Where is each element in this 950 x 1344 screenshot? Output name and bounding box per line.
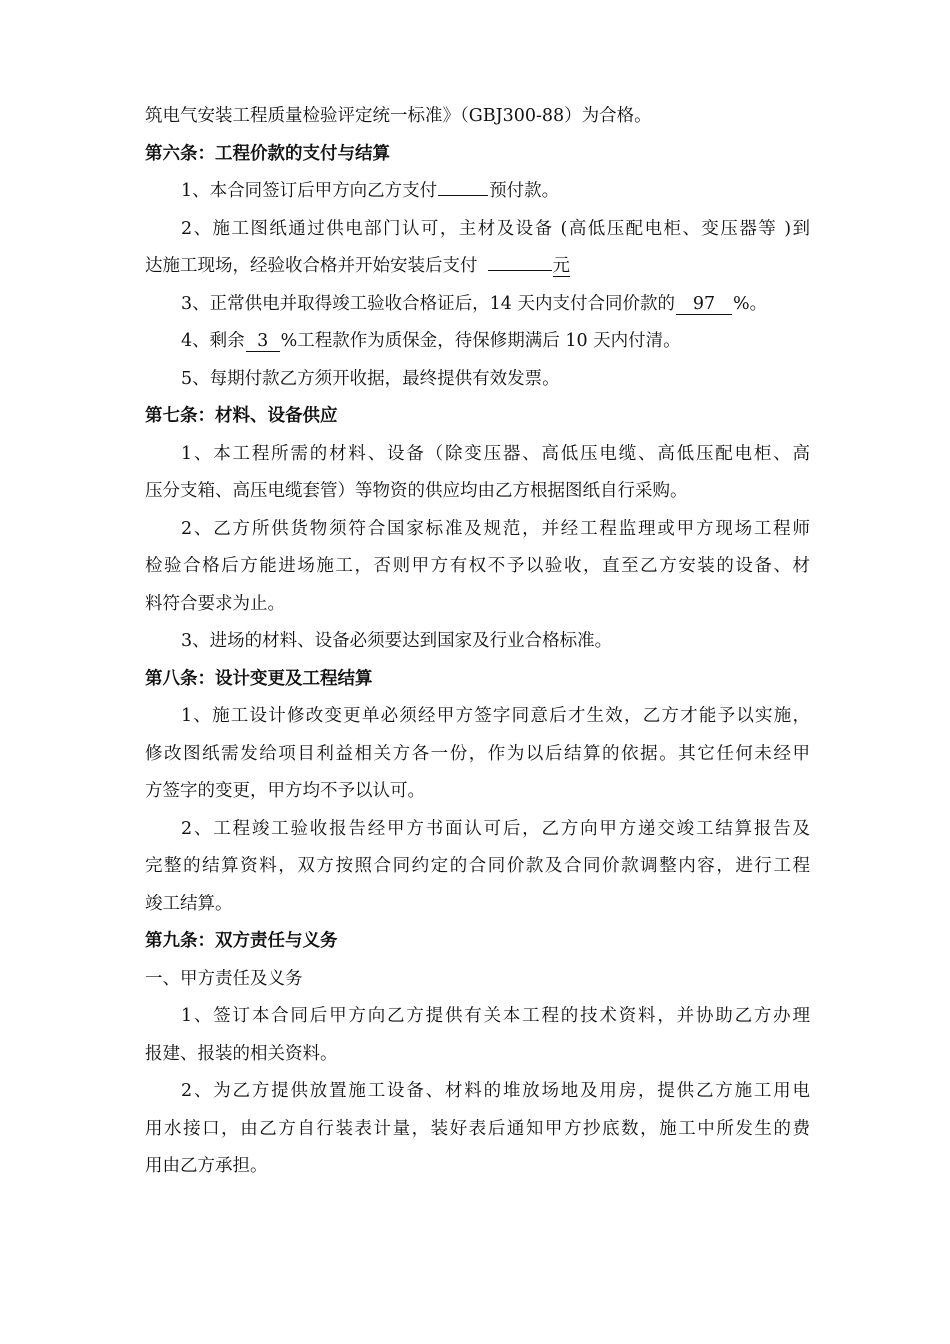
document-body [145, 98, 810, 1186]
clause-9-2: 2、为乙方提供放置施工设备、材料的堆放场地及用房，提供乙方施工用电 [181, 1081, 810, 1101]
text-fragment: %工程款作为质保金，待保修期满后 10 天内付清。 [280, 331, 681, 351]
text-fragment: 3、正常供电并取得竣工验收合格证后，14 天内支付合同价款的 [181, 293, 675, 314]
clause-8-1: 1、施工设计修改变更单必须经甲方签字同意后才生效，乙方才能予以实施， [181, 706, 810, 726]
clause-9-1: 1、签订本合同后甲方向乙方提供有关本工程的技术资料，并协助乙方办理 [181, 1006, 810, 1026]
clause-7-2-cont: 检验合格后方能进场施工，否则甲方有权不予以验收，直至乙方安装的设备、材 [145, 556, 810, 576]
clause-9-2-end: 用由乙方承担。 [145, 1156, 268, 1176]
clause-8-1-end: 方签字的变更，甲方均不予以认可。 [145, 781, 425, 801]
clause-8-1-cont: 修改图纸需发给项目利益相关方各一份，作为以后结算的依据。其它任何未经甲 [145, 743, 810, 764]
clause-6-2: 2、施工图纸通过供电部门认可，主材及设备 (高低压配电柜、变压器等 )到 [181, 218, 810, 239]
clause-7-1: 1、本工程所需的材料、设备（除变压器、高低压电缆、高低压配电柜、高 [181, 443, 810, 464]
clause-9-2-cont: 用水接口，由乙方自行装表计量，装好表后通知甲方抄底数，施工中所发生的费 [145, 1118, 810, 1139]
clause-7-3: 3、进场的材料、设备必须要达到国家及行业合格标准。 [181, 631, 613, 651]
text-fragment: 预付款。 [489, 181, 560, 201]
blank-value-97: 97 [676, 294, 732, 315]
section-heading-8: 第八条：设计变更及工程结算 [145, 668, 373, 689]
text-fragment: %。 [732, 293, 768, 314]
section-heading-6: 第六条：工程价款的支付与结算 [145, 143, 390, 164]
clause-6-1 [145, 173, 810, 211]
clause-7-2-end: 料符合要求为止。 [145, 593, 285, 614]
clause-6-5: 5、每期付款乙方须开收据，最终提供有效发票。 [181, 368, 560, 389]
text-fragment: 1、本合同签订后甲方向乙方支付 [181, 181, 438, 201]
blank-underline [488, 250, 552, 271]
text-fragment: 4、剩余 [181, 331, 245, 351]
clause-8-2-cont: 完整的结算资料，双方按照合同约定的合同价款及合同价款调整内容，进行工程 [145, 856, 810, 876]
section-heading-9: 第九条：双方责任与义务 [145, 931, 338, 951]
clause-8-2: 2、工程竣工验收报告经甲方书面认可后，乙方向甲方递交竣工结算报告及 [181, 818, 810, 839]
clause-8-2-end: 竣工结算。 [145, 893, 233, 914]
clause-7-1-cont: 压分支箱、高压电缆套管）等物资的供应均由乙方根据图纸自行采购。 [145, 481, 688, 501]
clause-9-1-cont: 报建、报装的相关资料。 [145, 1043, 338, 1064]
subsection-heading: 一、甲方责任及义务 [145, 968, 303, 989]
clause-6-2-cont [145, 248, 810, 286]
section-heading-7: 第七条：材料、设备供应 [145, 406, 338, 426]
clause-7-2: 2、乙方所供货物须符合国家标准及规范，并经工程监理或甲方现场工程师 [181, 518, 810, 539]
text-fragment: 达施工现场，经验收合格并开始安装后支付 [145, 256, 478, 276]
blank-value-3: 3 [246, 331, 280, 352]
blank-underline [438, 175, 488, 196]
text-fragment: 元 [552, 256, 570, 276]
clause-6-4 [145, 323, 810, 361]
text-line: 筑电气安装工程质量检验评定统一标准》（GBJ300-88）为合格。 [145, 106, 652, 126]
clause-6-3 [145, 286, 810, 324]
